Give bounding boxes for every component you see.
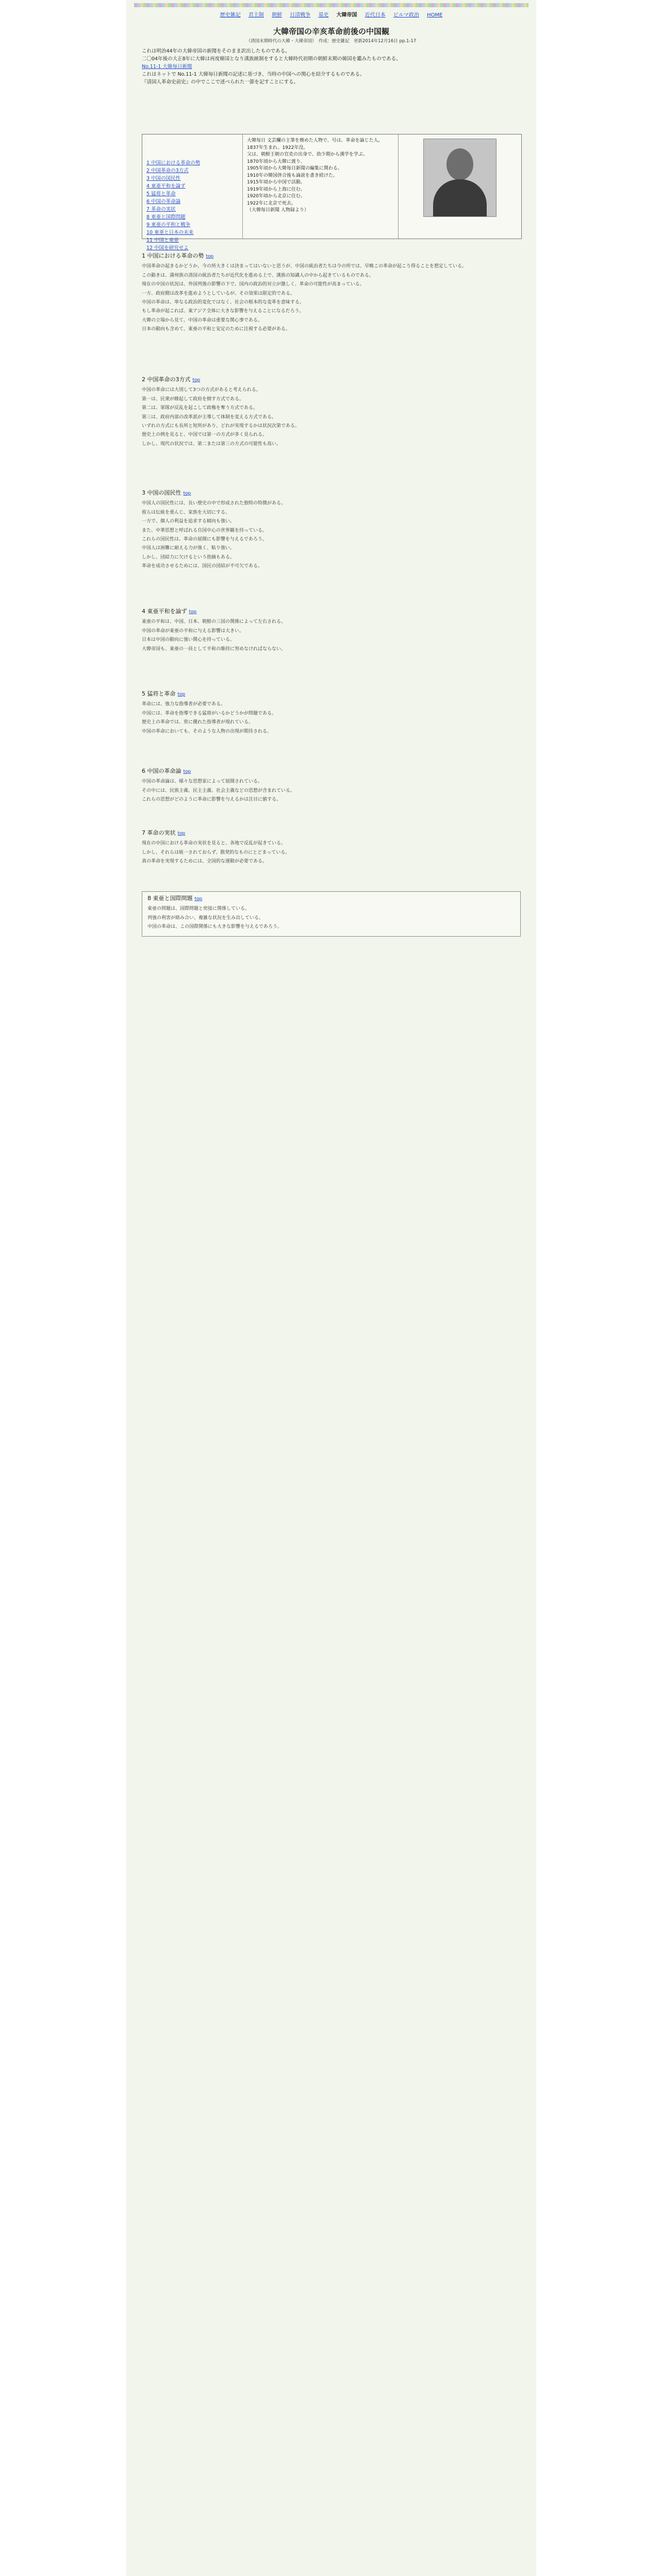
section-paragraph: しかし、団結力に欠けるという指摘もある。 [142,554,235,560]
section-8 [142,891,521,937]
nav-item[interactable]: 君主制 [248,12,264,18]
section-paragraph: 革命には、強力な指導者が必要である。 [142,702,226,707]
nav-item[interactable]: 日清戦争 [290,12,311,18]
section-paragraph: 東亜の問題は、国際問題と密接に関係している。 [147,906,250,912]
toc-table [142,134,522,251]
nav-item[interactable]: 基史 [318,12,329,18]
intro-paragraph: これはネットで No.11-1 大韓毎日新聞の記述に基づき、当時の中国への関心を紹介するものである。 [142,72,365,77]
section-paragraph: 大韓の立場から見て、中国の革命は重要な関心事である。 [142,317,262,323]
intro-paragraph: これは明治44年の大韓帝国の新聞をそのまま訳出したものである。 [142,48,290,54]
section-paragraph: 大韓帝国も、東亜の一員として平和の維持に努めなければならない。 [142,646,286,652]
section-paragraph: 歴史上の革命では、常に優れた指導者が現れている。 [142,720,254,725]
toc-link[interactable]: 10 東亜と日本の未来 [146,230,194,235]
decorative-border-top [134,3,528,7]
section-paragraph: 第一は、民衆が蜂起して政府を倒す方式である。 [142,396,244,402]
section-paragraph: 日本は中国の動向に強い関心を持っている。 [142,637,235,643]
section-paragraph: 革命を成功させるためには、国民の団結が不可欠である。 [142,564,263,569]
toc-link[interactable]: 7 革命の実状 [146,207,176,212]
section-paragraph: 中国には、革命を指導できる猛将がいるかどうかが問題である。 [142,710,277,716]
section-3 [142,489,521,572]
section-paragraph: 中国の革命論は、様々な思想家によって展開されている。 [142,779,263,785]
section-paragraph: 一方、政府側は改革を進めようとしているが、その効果は限定的である。 [142,291,295,296]
toc-link[interactable]: 1 中国における革命の勢 [146,160,201,166]
page-title: 大韓帝国の辛亥革命前後の中国観 [273,27,389,36]
section-title: 3 中国の国民性 [142,489,181,496]
top-link[interactable]: top [192,378,201,383]
intro [142,47,521,86]
section-paragraph: 日本の動向も含めて、東亜の平和と安定のために注視する必要がある。 [142,327,290,332]
author-portrait [423,139,496,217]
section-paragraph: 第三は、政府内部の改革派が主導して体制を変える方式である。 [142,414,277,420]
page-container [126,0,536,2576]
section-paragraph: しかし、それらは統一されておらず、散発的なものにとどまっている。 [142,850,290,855]
nav-item-current: 大韓帝国 [336,12,357,18]
section-paragraph: 中国の革命においても、そのような人物の出現が期待される。 [142,728,272,734]
section-5 [142,690,521,737]
section-paragraph: もし革命が起これば、東アジア全体に大きな影響を与えることになるだろう。 [142,309,304,314]
toc-link[interactable]: 11 中国と東亜 [146,238,179,243]
section-paragraph: 中国の革命は、単なる政治的変化ではなく、社会の根本的な変革を意味する。 [142,300,304,306]
intro-link[interactable]: No.11-1 大韓毎日新聞 [142,64,192,70]
section-paragraph: いずれの方式にも長所と短所があり、どれが実現するかは状況次第である。 [142,423,300,429]
section-paragraph: しかし、現代の状況では、第二または第三の方式の可能性も高い。 [142,441,282,447]
toc-link[interactable]: 8 東亜と国際問題 [146,214,186,220]
toc-links [142,134,243,251]
toc-link[interactable]: 3 中国の国民性 [146,176,181,181]
section-title: 8 東亜と国際問題 [147,895,193,902]
section-7 [142,829,521,868]
nav-item[interactable]: ビルマ政治 [393,12,419,18]
portrait-cell [399,134,521,239]
section-title: 5 猛将と革命 [142,690,176,697]
section-title: 6 中国の革命論 [142,768,181,774]
section-paragraph: また、中華思想と呼ばれる自国中心の世界観を持っている。 [142,528,268,533]
top-link[interactable]: top [206,254,214,259]
section-paragraph: 中国革命の起きるかどうか、今の所大きくは決まってはいないと思うが、中国の統治者たちは今の所では、早晩この革命が起こり得ることを想定している。 [142,264,467,269]
section-paragraph: 真の革命を実現するためには、全国的な運動が必要である。 [142,859,268,865]
section-title: 4 東亜平和を論ず [142,608,187,615]
nav-item-home[interactable]: HOME [427,12,443,18]
section-paragraph: 第二は、軍隊が反乱を起こして政権を奪う方式である。 [142,405,258,411]
nav-item[interactable]: 近代日本 [365,12,386,18]
section-paragraph: 現在の中国の状況は、外国列強の影響の下で、国内の政治的対立が激しく、革命の可能性が高まっている。 [142,282,365,287]
top-link[interactable]: top [177,831,186,836]
section-paragraph: 一方で、個人の利益を追求する傾向も強い。 [142,519,235,524]
section-1 [142,252,521,335]
intro-paragraph: 二〇04年後の大正8年に大韓は再度韓国となり漢族統制をすると大韓時代初期の朝鮮末期の韓国を鑑みたものである。 [142,56,401,62]
section-paragraph: 彼らは伝統を重んじ、家族を大切にする。 [142,510,230,515]
intro-paragraph: 『清国人革命史前史』の中でここで述べられた一節を記すことにする。 [142,79,299,85]
section-paragraph: その中には、民族主義、民主主義、社会主義などの思想が含まれている。 [142,788,295,793]
nav-item[interactable]: 歴史雑記 [220,12,241,18]
toc-link[interactable]: 6 中国の革命論 [146,199,181,205]
section-paragraph: 東亜の平和は、中国、日本、朝鮮の三国の関係によって左右される。 [142,619,286,625]
section-4 [142,608,521,655]
top-link[interactable]: top [194,896,203,902]
toc-link[interactable]: 4 東亜平和を論ず [146,183,186,189]
section-2 [142,376,521,450]
top-link[interactable]: top [189,609,197,615]
section-paragraph: 中国の革命が東亜の平和に与える影響は大きい。 [142,628,244,634]
section-6 [142,768,521,806]
toc-link[interactable]: 9 東亜の平和と戦争 [146,222,191,228]
section-paragraph: 中国人の国民性には、長い歴史の中で形成された独特の特徴がある。 [142,501,286,506]
nav-item[interactable]: 朝鮮 [271,12,282,18]
top-link[interactable]: top [183,491,191,496]
section-paragraph: これらの思想がどのように革命に影響を与えるかは注目に値する。 [142,797,282,803]
top-link[interactable]: top [183,769,191,774]
section-paragraph: これらの国民性は、革命の展開にも影響を与えるであろう。 [142,537,267,543]
section-paragraph: この動きは、満州族の清国の統治者たちが近代化を進める上で、漢族の知識人の中から起きているものである。 [142,273,374,278]
author-bio [243,134,399,239]
section-box [142,891,521,937]
page-meta: （清国末期時代の大韓・大韓帝国） 作成：歴史雑記 更新2014年12月16日 pp.1-17 [246,39,417,44]
intro-paragraph [142,63,521,71]
top-link[interactable]: top [177,692,186,697]
section-paragraph: 列強の利害が絡み合い、複雑な状況を生み出している。 [147,915,264,921]
section-paragraph: 歴史上の例を見ると、中国では第一の方式が多く見られる。 [142,432,268,438]
toc-link[interactable]: 12 中国を研究せよ [146,245,189,251]
section-paragraph: 中国の革命は、この国際関係にも大きな影響を与えるであろう。 [147,924,282,930]
section-paragraph: 中国の革命には大別して3つの方式があると考えられる。 [142,387,261,393]
toc-link[interactable]: 2 中国革命の3方式 [146,168,189,174]
section-paragraph: 中国人は困難に耐える力が強く、粘り強い。 [142,546,235,551]
section-title: 2 中国革命の3方式 [142,376,191,383]
bio-text: 大韓毎日 文芸欄の主筆を務めた人物で、号は、革命を論じた人。 1837年生まれ。1922年没。 父は、朝鮮王朝の官吏の出身で、幼少期から漢学を学ぶ。 1870年頃から大韓に渡り、 1905年頃から大韓毎日新聞の編集に関わる。 1910年の韓国併合後も論説を書き続けた。 1915年頃から中国で活動。 1919年頃から上海に住む。 1920年頃から北京に住む。 1922年に北京で死去。 （大韓毎日新聞 人物録より） [247,138,383,213]
section-title: 1 中国における革命の勢 [142,252,204,259]
toc-link[interactable]: 5 猛将と革命 [146,191,176,197]
section-paragraph: 現在の中国における革命の実状を見ると、各地で反乱が起きている。 [142,841,286,846]
section-title: 7 革命の実状 [142,829,176,836]
top-nav [126,10,536,18]
